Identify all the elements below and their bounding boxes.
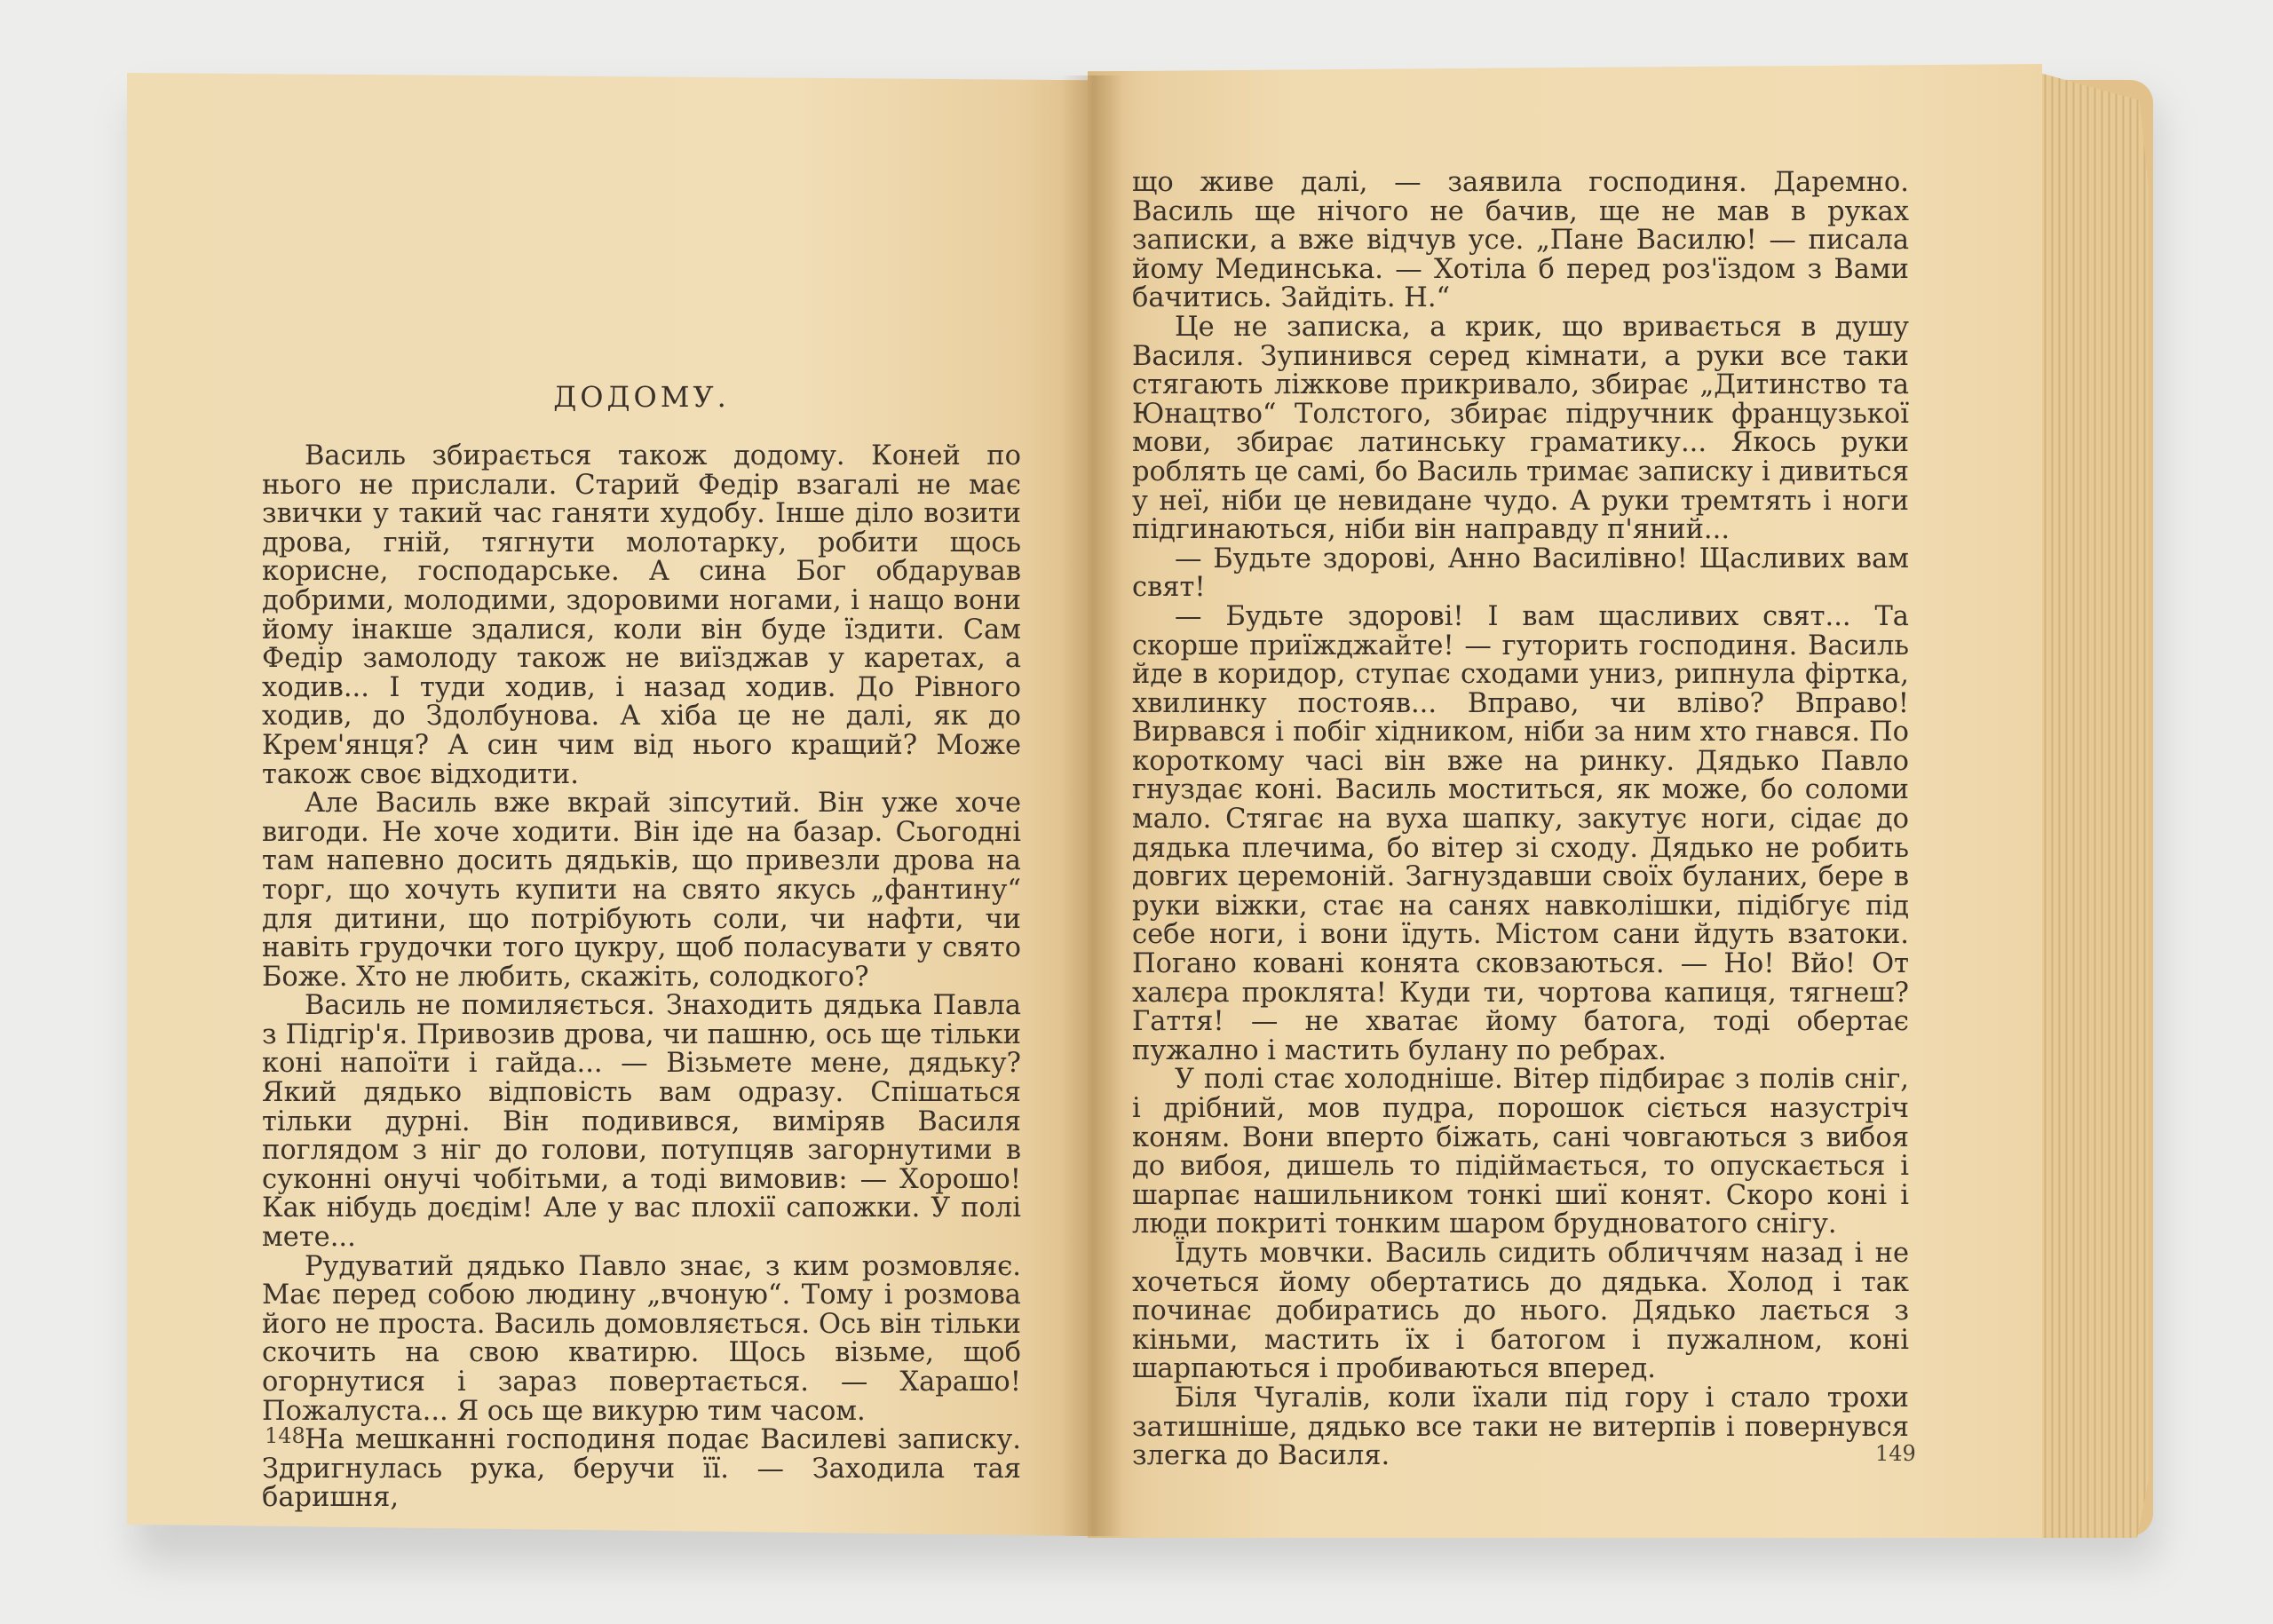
page-edges (2033, 71, 2149, 1538)
paragraph: Рудуватий дядько Павло знає, з ким розмовляє. Має перед собою людину „вчоную“. Тому і розмова його не проста. Василь домовляється. Ось він тільки скочить на свою кватирю. Щось візьме, щоб огорнутися і зараз повертається. — Харашо! Пожалуста... Я ось ще викурю тим часом. (262, 1250, 1021, 1427)
paragraph: що живе далі, — заявила господиня. Даремно. Василь ще нічого не бачив, ще не мав в руках записки, а вже відчув усе. „Пане Василю! — писала йому Мединська. — Хотіла б перед роз'їздом з Вами бачитись. Зайдіть. Н.“ (1132, 167, 1909, 314)
book-gutter (1061, 75, 1123, 1536)
paragraph: Василь збирається також додому. Коней по нього не прислали. Старий Федір взагалі не має звички у такий час ганяти худобу. Інше діло возити дрова, гній, тягнути молотарку, робити щось корисне, господарське. А сина Бог обдарував добрими, молодими, здоровими ногами, і нащо вони йому інакше здалися, коли він буде їздити. Сам Федір замолоду також не виїзджав у каретах, а ходив... І туди ходив, і назад ходив. До Рівного ходив, до Здолбунова. А хіба це не далі, як до Крем'янця? А син чим від нього кращий? Може також своє відходити. (262, 440, 1021, 790)
paragraph: Це не записка, а крик, що вривається в душу Василя. Зупинився серед кімнати, а руки все таки стягають ліжкове прикривало, збирає „Дитинство та Юнацтво“ Толстого, збирає підручник французької мови, збирає латинську граматику... Якось руки роблять це самі, бо Василь тримає записку і дивиться у неї, ніби це невидане чудо. А руки тремтять і ноги підгинаються, ніби він направду п'яний... (1132, 311, 1909, 546)
left-page-text (262, 442, 1021, 1513)
paragraph: Біля Чугалів, коли їхали під гору і стало трохи затишніше, дядько все таки не витерпів і повернувся злегка до Василя. (1132, 1382, 1909, 1472)
paragraph: Але Василь вже вкрай зіпсутий. Він уже хоче вигоди. Не хоче ходити. Він іде на базар. Сьогодні там напевно досить дядьків, що привезли дрова на торг, що хочуть купити на свято якусь „фантину“ для дитини, що потрібують соли, чи нафти, чи навіть грудочки того цукру, щоб поласувати у свято Боже. Хто не любить, скажіть, солодкого? (262, 788, 1021, 993)
paragraph: — Будьте здорові, Анно Василівно! Щасливих вам свят! (1132, 543, 1909, 604)
paragraph: — Будьте здорові! І вам щасливих свят... Та скорше приїжджайте! — гуторить господиня. Василь йде в коридор, ступає сходами униз, рипнула фіртка, хвилинку постояв... Вправо, чи вліво? Вправо! Вирвався і побіг хідником, ніби за ним хто гнався. По короткому часі він вже на ринку. Дядько Павло гнуздає коні. Василь моститься, як може, бо соломи мало. Стягає на вуха шапку, закутує ноги, сідає до дядька плечима, бо вітер зі сходу. Дядько не робить довгих церемоній. Загнуздавши своїх буланих, бере в руки віжки, стає на санях навколішки, підібгує під себе ноги, і вони їдуть. Містом сани йдуть взатоки. Погано ковані конята сковзаються. — Но! Вйо! От халєра проклята! Куди ти, чортова капиця, тягнеш? Гаття! — не хватає йому батога, тоді обертає пужално і мастить булану по ребрах. (1132, 600, 1909, 1066)
page-number-right: 149 (1875, 1441, 1916, 1466)
right-page-text (1132, 169, 1909, 1471)
paragraph: Їдуть мовчки. Василь сидить обличчям назад і не хочеться йому обертатись до дядька. Холод і так починає добиратись до нього. Дядько лається з кіньми, мастить їх і батогом і пужалном, коні шарпаються і пробиваються вперед. (1132, 1237, 1909, 1385)
paragraph: У полі стає холодніше. Вітер підбирає з полів сніг, і дрібний, мов пудра, порошок сіється назустріч коням. Вони вперто біжать, сані човгаються з вибоя до вибоя, дишель то підіймається, то опускається і шарпає нашильником тонкі шиї конят. Скоро коні і люди покриті тонким шаром брудноватого снігу. (1132, 1064, 1909, 1240)
chapter-title: ДОДОМУ. (553, 380, 730, 414)
paragraph: Василь не помиляється. Знаходить дядька Павла з Підгір'я. Привозив дрова, чи пашню, ось ще тільки коні напоїти і гайда... — Візьмете мене, дядьку? Який дядько відповість вам одразу. Спішаться тільки дурні. Він подивився, виміряв Василя поглядом з ніг до голови, потупцяв загорнутими в суконні онучі чобітьми, а тоді вимовив: — Хорошо! Как нібудь доєдім! Але у вас плохії сапожки. У полі мете... (262, 990, 1021, 1254)
paragraph: На мешканні господиня подає Василеві записку. Здригнулась рука, беручи її. — Заходила тая баришня, (262, 1424, 1021, 1514)
page-number-left: 148 (265, 1423, 305, 1448)
